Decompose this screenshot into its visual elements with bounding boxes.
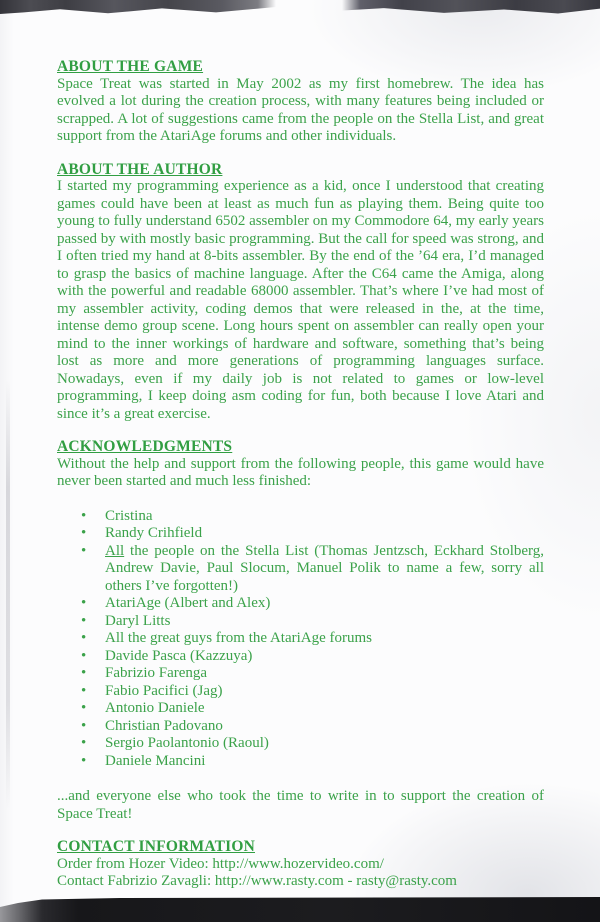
acknowledgments-list [57, 508, 544, 771]
section-about-the-author [57, 161, 544, 424]
section-heading-about-the-author: ABOUT THE AUTHOR [57, 160, 223, 178]
contact-line-fabrizio-zavagli: Contact Fabrizio Zavagli: http://www.rasty.com - rasty@rasty.com [57, 873, 457, 889]
list-item: • Fabio Pacifici (Jag) [57, 683, 544, 701]
paragraph-about-the-author: I started my programming experience as a kid, once I understood that creating games could have been at least as much fun as playing them. Being quite too young to fully understand 6502 assembler on my Commodore 64, my early years passed by with mostly basic programming. But the call for speed was strong, and I often tried my hand at 8-bits assembler. By the end of the ’64 era, I’d managed to grasp the basics of machine language. After the C64 came the Amiga, along with the powerful and readable 68000 assembler. That’s where I’ve had most of my assembler activity, coding demos that were released in the, at the time, intense demo group scene. Long hours spent on assembler can really open your mind to the inner workings of hardware and software, something that’s being lost as more and more generations of programming languages surface. Nowadays, even if my daily job is not related to games or low-level programming, I keep doing asm coding for fun, both because I love Atari and since it’s a great exercise. [57, 178, 544, 422]
paragraph-acknowledgments-intro: Without the help and support from the following people, this game would have never been started and much less finished: [57, 455, 544, 489]
list-item: • Randy Crihfield [57, 525, 544, 543]
section-about-the-game [57, 58, 544, 146]
list-item: • Sergio Paolantonio (Raoul) [57, 735, 544, 753]
list-item: • Antonio Daniele [57, 700, 544, 718]
section-heading-contact-information: CONTACT INFORMATION [57, 838, 255, 855]
scanner-streak-left [6, 380, 10, 810]
scanner-edge-artifact-bottom [0, 897, 600, 922]
contact-line-hozer-video: Order from Hozer Video: http://www.hozervideo.com/ [57, 855, 384, 872]
section-acknowledgments [57, 438, 544, 823]
list-item: • Cristina [57, 508, 544, 526]
section-contact-information [57, 838, 544, 891]
section-heading-about-the-game: ABOUT THE GAME [57, 58, 204, 75]
scanner-edge-artifact-top [0, 0, 600, 14]
list-item: • Daryl Litts [57, 613, 544, 631]
page-content [57, 58, 544, 891]
list-item: • Christian Padovano [57, 718, 544, 736]
list-item: • AtariAge (Albert and Alex) [57, 595, 544, 613]
section-heading-acknowledgments: ACKNOWLEDGMENTS [57, 438, 233, 455]
list-item: • Davide Pasca (Kazzuya) [57, 648, 544, 666]
list-item: • All the great guys from the AtariAge forums [57, 630, 544, 648]
list-item: • All the people on the Stella List (Thomas Jentzsch, Eckhard Stolberg, Andrew Davie, Paul Slocum, Manuel Polik to name a few, sorry all others I’ve forgotten!) [57, 543, 544, 596]
list-item: • Fabrizio Farenga [57, 665, 544, 683]
list-item: • Daniele Mancini [57, 753, 544, 771]
paragraph-about-the-game: Space Treat was started in May 2002 as my first homebrew. The idea has evolved a lot during the creation process, with many features being included or scrapped. A lot of suggestions came from the people on the Stella List, and great support from the AtariAge forums and other individuals. [57, 75, 544, 144]
paragraph-acknowledgments-outro: ...and everyone else who took the time to write in to support the creation of Space Treat! [57, 788, 544, 822]
